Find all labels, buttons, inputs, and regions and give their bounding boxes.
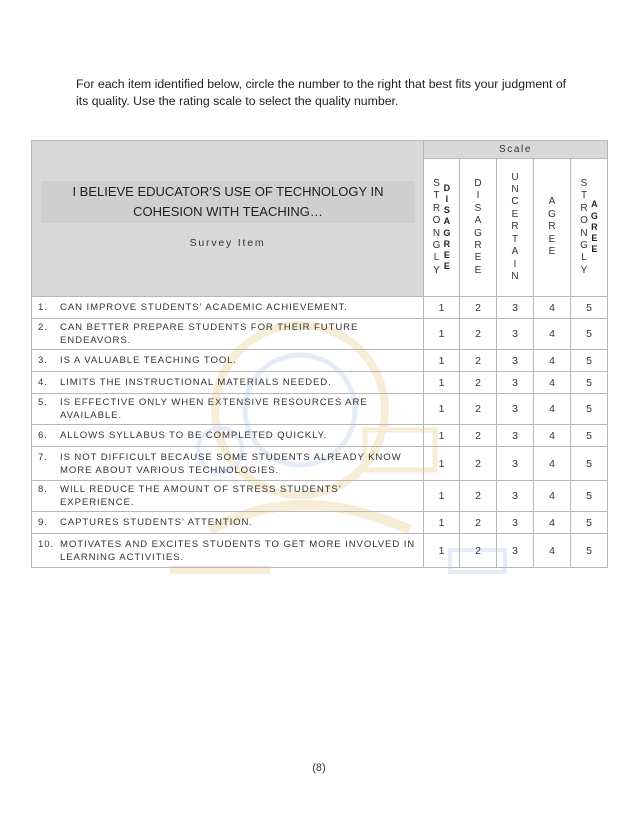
vertical-letter: R: [548, 221, 556, 233]
vertical-letter: R: [511, 221, 519, 233]
table-row: [32, 447, 608, 481]
vertical-letter: E: [474, 252, 482, 264]
vertical-letter: E: [443, 249, 450, 260]
vertical-letter: E: [591, 244, 598, 255]
table-row: [32, 512, 608, 534]
vertical-letter: I: [476, 190, 480, 202]
vertical-letter: T: [580, 190, 588, 202]
table-row: [32, 372, 608, 394]
vertical-letter-stack: [511, 172, 518, 284]
scale-column-header: [497, 159, 534, 297]
rating-option[interactable]: 4: [534, 447, 571, 481]
vertical-letter: I: [445, 193, 449, 204]
vertical-label: [571, 159, 607, 296]
rating-option[interactable]: 5: [571, 297, 608, 319]
vertical-letter: E: [548, 246, 556, 258]
vertical-letter: R: [432, 202, 441, 214]
table-row: [32, 297, 608, 319]
rating-option[interactable]: 3: [497, 481, 534, 512]
item-text: CAPTURES STUDENTS’ ATTENTION.: [60, 517, 253, 528]
vertical-letter: C: [511, 196, 519, 208]
rating-option[interactable]: 5: [571, 534, 608, 568]
survey-item-cell: [32, 425, 424, 447]
rating-option[interactable]: 3: [497, 425, 534, 447]
vertical-letter: L: [433, 252, 440, 264]
vertical-letter: U: [511, 171, 519, 183]
item-number: 8.: [38, 484, 48, 495]
vertical-letter: A: [548, 196, 556, 208]
vertical-letter: R: [443, 238, 451, 249]
rating-option[interactable]: 1: [424, 425, 460, 447]
rating-option[interactable]: 4: [534, 350, 571, 372]
item-number: 1.: [38, 302, 48, 313]
vertical-letter: A: [591, 199, 598, 210]
rating-option[interactable]: 5: [571, 481, 608, 512]
vertical-letter: E: [591, 233, 598, 244]
scale-column-header: [571, 159, 608, 297]
item-number: 6.: [38, 430, 48, 441]
vertical-letter: A: [474, 215, 482, 227]
survey-item-cell: [32, 372, 424, 394]
item-text: ALLOWS SYLLABUS TO BE COMPLETED QUICKLY.: [60, 430, 328, 441]
table-row: [32, 481, 608, 512]
item-text: MOTIVATES AND EXCITES STUDENTS TO GET MORE INVOLVED IN LEARNING ACTIVITIES.: [60, 538, 416, 563]
scale-column-header: [424, 159, 460, 297]
rating-option[interactable]: 3: [497, 350, 534, 372]
item-text: CAN BETTER PREPARE STUDENTS FOR THEIR FUTURE ENDEAVORS.: [60, 322, 359, 346]
survey-item-cell: [32, 534, 424, 568]
rating-option[interactable]: 4: [534, 394, 571, 425]
vertical-letter: Y: [580, 264, 588, 276]
survey-item-cell: [32, 350, 424, 372]
vertical-letter: T: [511, 233, 519, 245]
vertical-letter: S: [433, 177, 440, 189]
rating-option[interactable]: 5: [571, 394, 608, 425]
rating-option[interactable]: 4: [534, 425, 571, 447]
vertical-letter: N: [511, 184, 519, 196]
vertical-letter: S: [580, 177, 588, 189]
rating-option[interactable]: 3: [497, 447, 534, 481]
vertical-letter-stack: [474, 178, 482, 277]
rating-option[interactable]: 3: [497, 319, 534, 350]
rating-option[interactable]: 4: [534, 319, 571, 350]
table-row: [32, 394, 608, 425]
rating-option[interactable]: 1: [424, 372, 460, 394]
vertical-letter: E: [443, 261, 450, 272]
vertical-letter: R: [474, 239, 482, 251]
rating-option[interactable]: 1: [424, 447, 460, 481]
item-number: 10.: [38, 538, 55, 550]
rating-option[interactable]: 4: [534, 297, 571, 319]
item-text: IS A VALUABLE TEACHING TOOL.: [60, 355, 237, 366]
item-number: 3.: [38, 355, 48, 366]
rating-option[interactable]: 5: [571, 447, 608, 481]
item-number: 2.: [38, 322, 48, 333]
vertical-letter-stack: [433, 178, 441, 277]
vertical-letter: O: [580, 215, 588, 227]
rating-option[interactable]: 1: [424, 394, 460, 425]
item-text: IS NOT DIFFICULT BECAUSE SOME STUDENTS ALREADY KNOW MORE ABOUT VARIOUS TECHNOLOGIES.: [60, 451, 402, 476]
table-row: [32, 534, 608, 568]
vertical-letter: S: [474, 202, 482, 214]
vertical-letter: A: [443, 216, 451, 227]
item-text: CAN IMPROVE STUDENTS’ ACADEMIC ACHIEVEMENT.: [60, 302, 348, 313]
rating-option[interactable]: 2: [460, 319, 497, 350]
vertical-letter: R: [591, 221, 598, 232]
vertical-letter: G: [443, 227, 451, 238]
statement-box: [41, 181, 415, 223]
rating-option[interactable]: 4: [534, 512, 571, 534]
survey-item-label: Survey Item: [189, 237, 266, 249]
rating-option[interactable]: 5: [571, 319, 608, 350]
rating-option[interactable]: 5: [571, 372, 608, 394]
vertical-label: [534, 159, 570, 296]
vertical-letter: G: [580, 239, 588, 251]
vertical-letter: N: [580, 227, 588, 239]
item-number: 7.: [38, 451, 48, 463]
vertical-letter: G: [590, 210, 598, 221]
survey-item-cell: [32, 297, 424, 319]
vertical-letter: A: [511, 246, 519, 258]
vertical-letter: I: [513, 258, 517, 270]
vertical-letter: L: [581, 252, 587, 264]
vertical-letter: G: [548, 208, 556, 220]
item-text: IS EFFECTIVE ONLY WHEN EXTENSIVE RESOURCES ARE AVAILABLE.: [60, 397, 368, 421]
table-row: [32, 425, 608, 447]
vertical-letter: E: [548, 233, 556, 245]
vertical-letter: G: [474, 227, 482, 239]
rating-option[interactable]: 4: [534, 372, 571, 394]
rating-option[interactable]: 3: [497, 394, 534, 425]
rating-option[interactable]: 3: [497, 372, 534, 394]
vertical-letter: G: [432, 239, 441, 251]
rating-option[interactable]: 1: [424, 481, 460, 512]
survey-item-cell: [32, 447, 424, 481]
vertical-letter: S: [443, 205, 450, 216]
rating-option[interactable]: 4: [534, 481, 571, 512]
rating-option[interactable]: 3: [497, 534, 534, 568]
vertical-letter: D: [443, 182, 451, 193]
rating-option[interactable]: 4: [534, 534, 571, 568]
rating-option[interactable]: 2: [460, 534, 497, 568]
rating-option[interactable]: 5: [571, 512, 608, 534]
rating-option[interactable]: 2: [460, 297, 497, 319]
vertical-letter: Y: [433, 264, 440, 276]
statement-text: I BELIEVE EDUCATOR’S USE OF TECHNOLOGY IN COHESION WITH TEACHING…: [72, 184, 384, 219]
rating-option[interactable]: 3: [497, 297, 534, 319]
vertical-letter-stack: [591, 199, 598, 255]
rating-option[interactable]: 1: [424, 350, 460, 372]
survey-item-cell: [32, 481, 424, 512]
rating-option[interactable]: 1: [424, 319, 460, 350]
survey-table: [31, 140, 608, 568]
rating-option[interactable]: 2: [460, 350, 497, 372]
vertical-letter-stack: [443, 183, 450, 273]
vertical-letter: N: [432, 227, 441, 239]
item-text: LIMITS THE INSTRUCTIONAL MATERIALS NEEDED.: [60, 377, 332, 388]
rating-option[interactable]: 1: [424, 297, 460, 319]
vertical-label: [497, 159, 533, 296]
table-row: [32, 319, 608, 350]
vertical-label: [424, 159, 459, 296]
vertical-letter: N: [511, 270, 519, 282]
vertical-letter: D: [474, 177, 482, 189]
scale-column-header: [460, 159, 497, 297]
vertical-letter: R: [580, 202, 588, 214]
item-number: 9.: [38, 517, 48, 528]
vertical-letter: E: [511, 208, 519, 220]
item-number: 5.: [38, 397, 48, 408]
item-text: WILL REDUCE THE AMOUNT OF STRESS STUDENTS’ EXPERIENCE.: [60, 484, 342, 508]
rating-option[interactable]: 1: [424, 534, 460, 568]
vertical-letter: O: [432, 215, 441, 227]
vertical-label: [460, 159, 496, 296]
rating-option[interactable]: 2: [460, 372, 497, 394]
vertical-letter-stack: [548, 196, 556, 258]
survey-item-cell: [32, 319, 424, 350]
rating-option[interactable]: 5: [571, 425, 608, 447]
survey-item-header: [32, 141, 424, 297]
vertical-letter-stack: [580, 178, 588, 277]
scale-column-header: [534, 159, 571, 297]
survey-item-cell: [32, 394, 424, 425]
page-number: (8): [312, 762, 326, 774]
scale-header: Scale: [424, 141, 608, 159]
rating-option[interactable]: 2: [460, 425, 497, 447]
rating-option[interactable]: 2: [460, 481, 497, 512]
vertical-letter: T: [433, 190, 440, 202]
survey-rows: [32, 297, 608, 568]
rating-option[interactable]: 3: [497, 512, 534, 534]
vertical-letter: E: [474, 264, 482, 276]
rating-option[interactable]: 2: [460, 447, 497, 481]
rating-option[interactable]: 2: [460, 394, 497, 425]
item-number: 4.: [38, 377, 48, 388]
instructions-text: For each item identified below, circle the number to the right that best fits your judgment of its quality. Use the rating scale to select the quality number.: [76, 77, 567, 108]
rating-option[interactable]: 2: [460, 512, 497, 534]
rating-option[interactable]: 1: [424, 512, 460, 534]
rating-option[interactable]: 5: [571, 350, 608, 372]
survey-item-cell: [32, 512, 424, 534]
table-row: [32, 350, 608, 372]
